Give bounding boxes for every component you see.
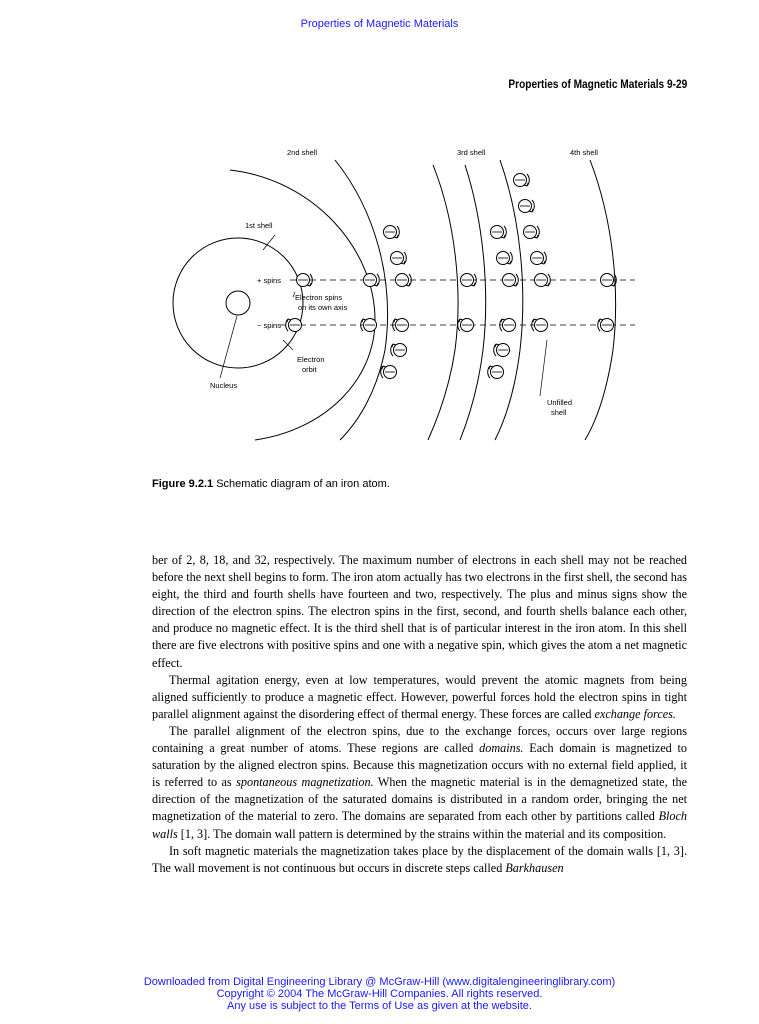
label-shell-2: 2nd shell — [287, 148, 318, 157]
electron-plus — [514, 174, 530, 187]
electron-minus — [286, 319, 302, 332]
figure-caption-text: Schematic diagram of an iron atom. — [216, 478, 390, 490]
paragraph: Thermal agitation energy, even at low temperatures, would prevent the atomic magnets from being aligned sufficiently to produce a magnetic effect. However, powerful forces hold the electron spins in tight parallel alignment against the disordering effect of thermal energy. These forces are called exchange forces. — [152, 672, 687, 721]
electron-plus — [519, 200, 535, 213]
label-plus-spins: + spins — [257, 276, 281, 285]
label-shell-4: 4th shell — [570, 148, 598, 157]
electron-plus — [524, 226, 540, 239]
label-electron: Electron — [297, 355, 325, 364]
paragraph: ber of 2, 8, 18, and 32, respectively. The maximum number of electrons in each shell may not be reached before the next shell begins to form. The iron atom actually has two electrons in the first shell, the second has eight, the third and fourth shells have fourteen and two, respectively. The plus and minus signs show the direction of the electron spins. The electron spins in the first, second, and fourth shells balance each other, and produce no magnetic effect. It is the third shell that is of particular interest in the iron atom. In this shell there are five electrons with positive spins and one with a negative spin, which gives the atom a net magnetic effect. — [152, 553, 687, 670]
electron-minus — [494, 344, 510, 357]
electron-minus — [500, 319, 516, 332]
label-shell-1: 1st shell — [245, 221, 273, 230]
electron-minus — [532, 319, 548, 332]
running-head: Properties of Magnetic Materials 9-29 — [508, 79, 687, 91]
electron-minus — [381, 366, 397, 379]
body-text — [152, 552, 687, 877]
shell-3-arc-c — [495, 160, 523, 440]
electron-minus — [393, 319, 409, 332]
electron-minus — [391, 344, 407, 357]
label-own-axis: on its own axis — [298, 303, 348, 312]
electron-plus — [396, 274, 412, 287]
iron-atom-figure — [165, 140, 650, 455]
electron-plus — [364, 274, 380, 287]
label-unfilled: Unfilled — [547, 398, 573, 407]
label-shell-3: 3rd shell — [457, 148, 486, 157]
footer-copyright: Copyright © 2004 The McGraw-Hill Companies. All rights reserved. — [216, 988, 543, 1000]
electron-plus — [503, 274, 519, 287]
label-electron-spins: Electron spins — [295, 293, 343, 302]
electron-plus — [391, 252, 407, 265]
electron-plus — [297, 274, 313, 287]
iron-atom-diagram — [165, 140, 650, 455]
electron-minus — [488, 366, 504, 379]
shell-3-arc-b — [460, 165, 486, 440]
paragraph: The parallel alignment of the electron spins, due to the exchange forces, occurs over large regions containing a great number of atoms. These regions are called domains. Each domain is magnetized to saturation by the aligned electron spins. Because this magnetization occurs with no external field applied, it is referred to as spontaneous magnetization. When the magnetic material is in the demagnetized state, the direction of the magnetization of the saturated domains is distributed in a random order, bringing the net magnetization of the material to zero. The domains are separated from each other by partitions called Bloch walls [1, 3]. The domain wall pattern is determined by the strains within the material and its composition. — [152, 723, 687, 841]
electron-minus — [361, 319, 377, 332]
electron-plus — [601, 274, 617, 287]
electron-plus — [461, 274, 477, 287]
footer — [0, 976, 759, 1012]
shell-3-arc-a — [428, 165, 458, 440]
footer-terms-link[interactable]: Any use is subject to the Terms of Use as given at the website. — [227, 1000, 532, 1012]
electron-plus — [535, 274, 551, 287]
electron-minus — [598, 319, 614, 332]
electron-plus — [384, 226, 400, 239]
nucleus — [226, 291, 250, 315]
electron-plus — [491, 226, 507, 239]
footer-download-link[interactable]: Downloaded from Digital Engineering Library @ McGraw-Hill (www.digitalengineeringlibrary.com) — [143, 976, 616, 988]
figure-caption — [152, 478, 390, 490]
label-minus-spins: − spins — [257, 321, 281, 330]
shell-1-orbit — [173, 238, 303, 368]
shell-2-outer-arc — [335, 160, 388, 440]
figure-caption-label: Figure 9.2.1 — [152, 478, 214, 490]
label-unfilled-shell: shell — [551, 408, 567, 417]
top-link[interactable]: Properties of Magnetic Materials — [300, 18, 459, 30]
electron-plus — [531, 252, 547, 265]
electron-plus — [497, 252, 513, 265]
electron-minus — [458, 319, 474, 332]
label-nucleus: Nucleus — [210, 381, 238, 390]
shell-4-arc — [585, 160, 616, 440]
paragraph: In soft magnetic materials the magnetization takes place by the displacement of the domain walls [1, 3]. The wall movement is not continuous but occurs in discrete steps called Barkhausen — [152, 843, 687, 875]
label-orbit: orbit — [302, 365, 317, 374]
